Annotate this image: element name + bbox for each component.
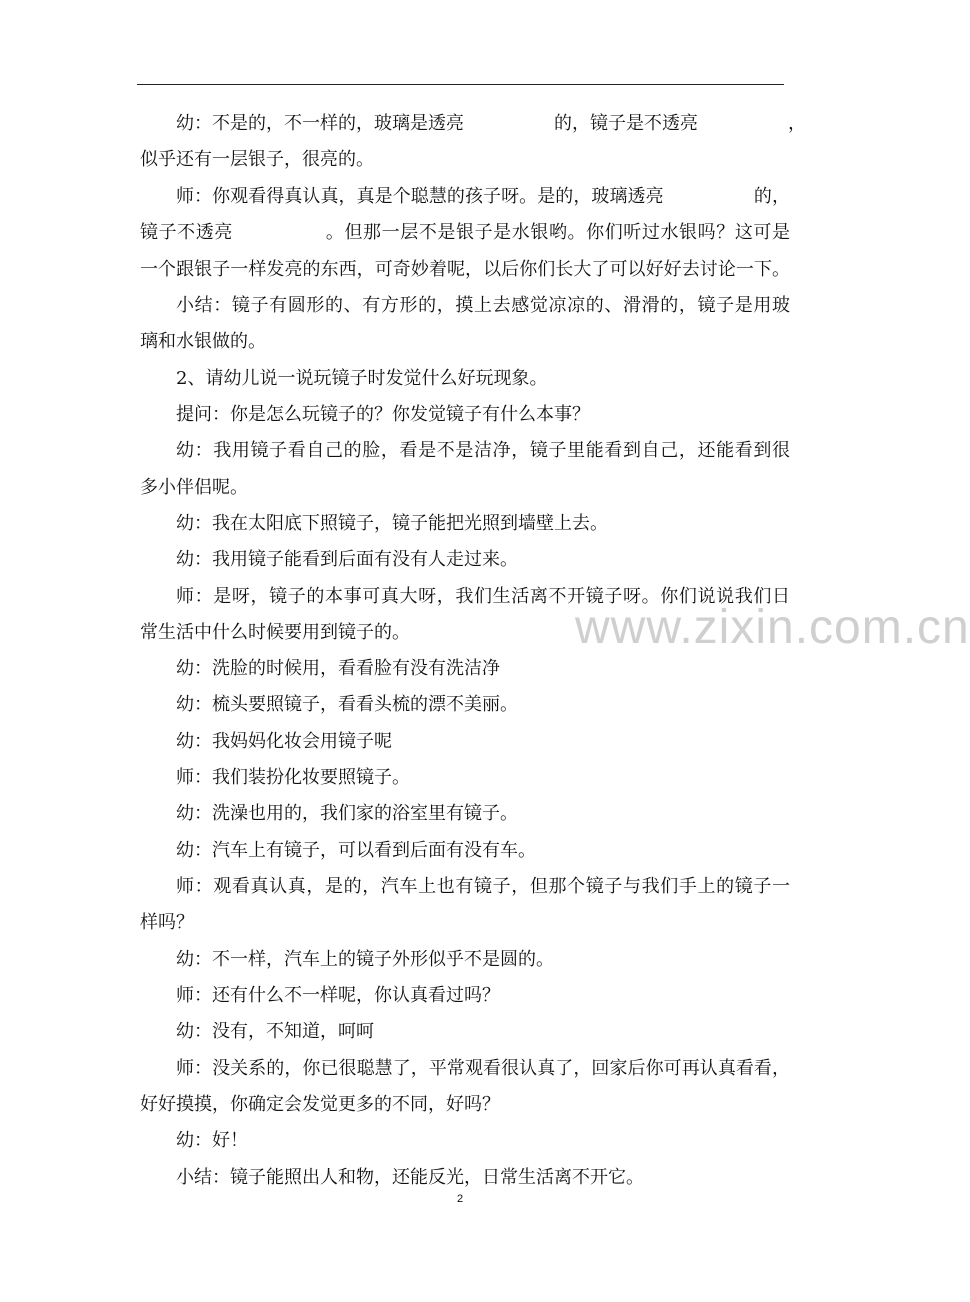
paragraph-line: 幼：没有，不知道，呵呵 [176,1021,374,1042]
paragraph-line: 小结：镜子有圆形的、有方形的，摸上去感觉凉凉的、滑滑的，镜子是用玻 [176,295,790,316]
paragraph-line: 师：还有什么不一样呢，你认真看过吗？ [176,985,500,1006]
paragraph-line: 似乎还有一层银子，很亮的。 [140,149,374,170]
paragraph-line: 幼：汽车上有镜子，可以看到后面有没有车。 [176,840,536,861]
paragraph-line: 幼：洗澡也用的，我们家的浴室里有镜子。 [176,803,518,824]
paragraph-line: 师：我们装扮化妆要照镜子。 [176,767,410,788]
paragraph-line: 幼：我用镜子能看到后面有没有人走过来。 [176,549,518,570]
paragraph-line: 多小伴侣呢。 [140,477,248,498]
paragraph-line: 样吗？ [140,912,194,933]
paragraph-line: 2、请幼儿说一说玩镜子时发觉什么好玩现象。 [176,368,548,389]
paragraph-line: 璃和水银做的。 [140,331,266,352]
paragraph-line: 小结：镜子能照出人和物，还能反光，日常生活离不开它。 [176,1167,644,1188]
paragraph-line: 幼：我妈妈化妆会用镜子呢 [176,731,392,752]
paragraph-line: 幼：不是的，不一样的，玻璃是透亮 的，镜子是不透亮 ， [176,113,806,134]
paragraph-line: 镜子不透亮 。但那一层不是银子是水银哟。你们听过水银吗？这可是 [140,222,790,243]
paragraph-line: 幼：好！ [176,1130,248,1151]
paragraph-line: 幼：我用镜子看自己的脸，看是不是洁净，镜子里能看到自己，还能看到很 [176,440,790,461]
page-number: 2 [456,1193,464,1205]
header-rule [137,84,784,85]
paragraph-line: 幼：我在太阳底下照镜子，镜子能把光照到墙壁上去。 [176,513,608,534]
paragraph-line: 常生活中什么时候要用到镜子的。 [140,622,410,643]
paragraph-line: 师：是呀，镜子的本事可真大呀，我们生活离不开镜子呀。你们说说我们日 [176,586,790,607]
paragraph-line: 好好摸摸，你确定会发觉更多的不同，好吗？ [140,1094,500,1115]
watermark: www.zixin.com.cn [575,601,970,654]
paragraph-line: 师：你观看得真认真，真是个聪慧的孩子呀。是的，玻璃透亮 的， [176,186,790,207]
paragraph-line: 一个跟银子一样发亮的东西，可奇妙着呢，以后你们长大了可以好好去讨论一下。 [140,259,790,280]
paragraph-line: 幼：梳头要照镜子，看看头梳的漂不美丽。 [176,694,518,715]
paragraph-line: 提问：你是怎么玩镜子的？你发觉镜子有什么本事？ [176,404,590,425]
paragraph-line: 幼：不一样，汽车上的镜子外形似乎不是圆的。 [176,949,554,970]
paragraph-line: 师：观看真认真，是的，汽车上也有镜子，但那个镜子与我们手上的镜子一 [176,876,790,897]
paragraph-line: 幼：洗脸的时候用，看看脸有没有洗洁净 [176,658,500,679]
paragraph-line: 师：没关系的，你已很聪慧了，平常观看很认真了，回家后你可再认真看看， [176,1058,790,1079]
